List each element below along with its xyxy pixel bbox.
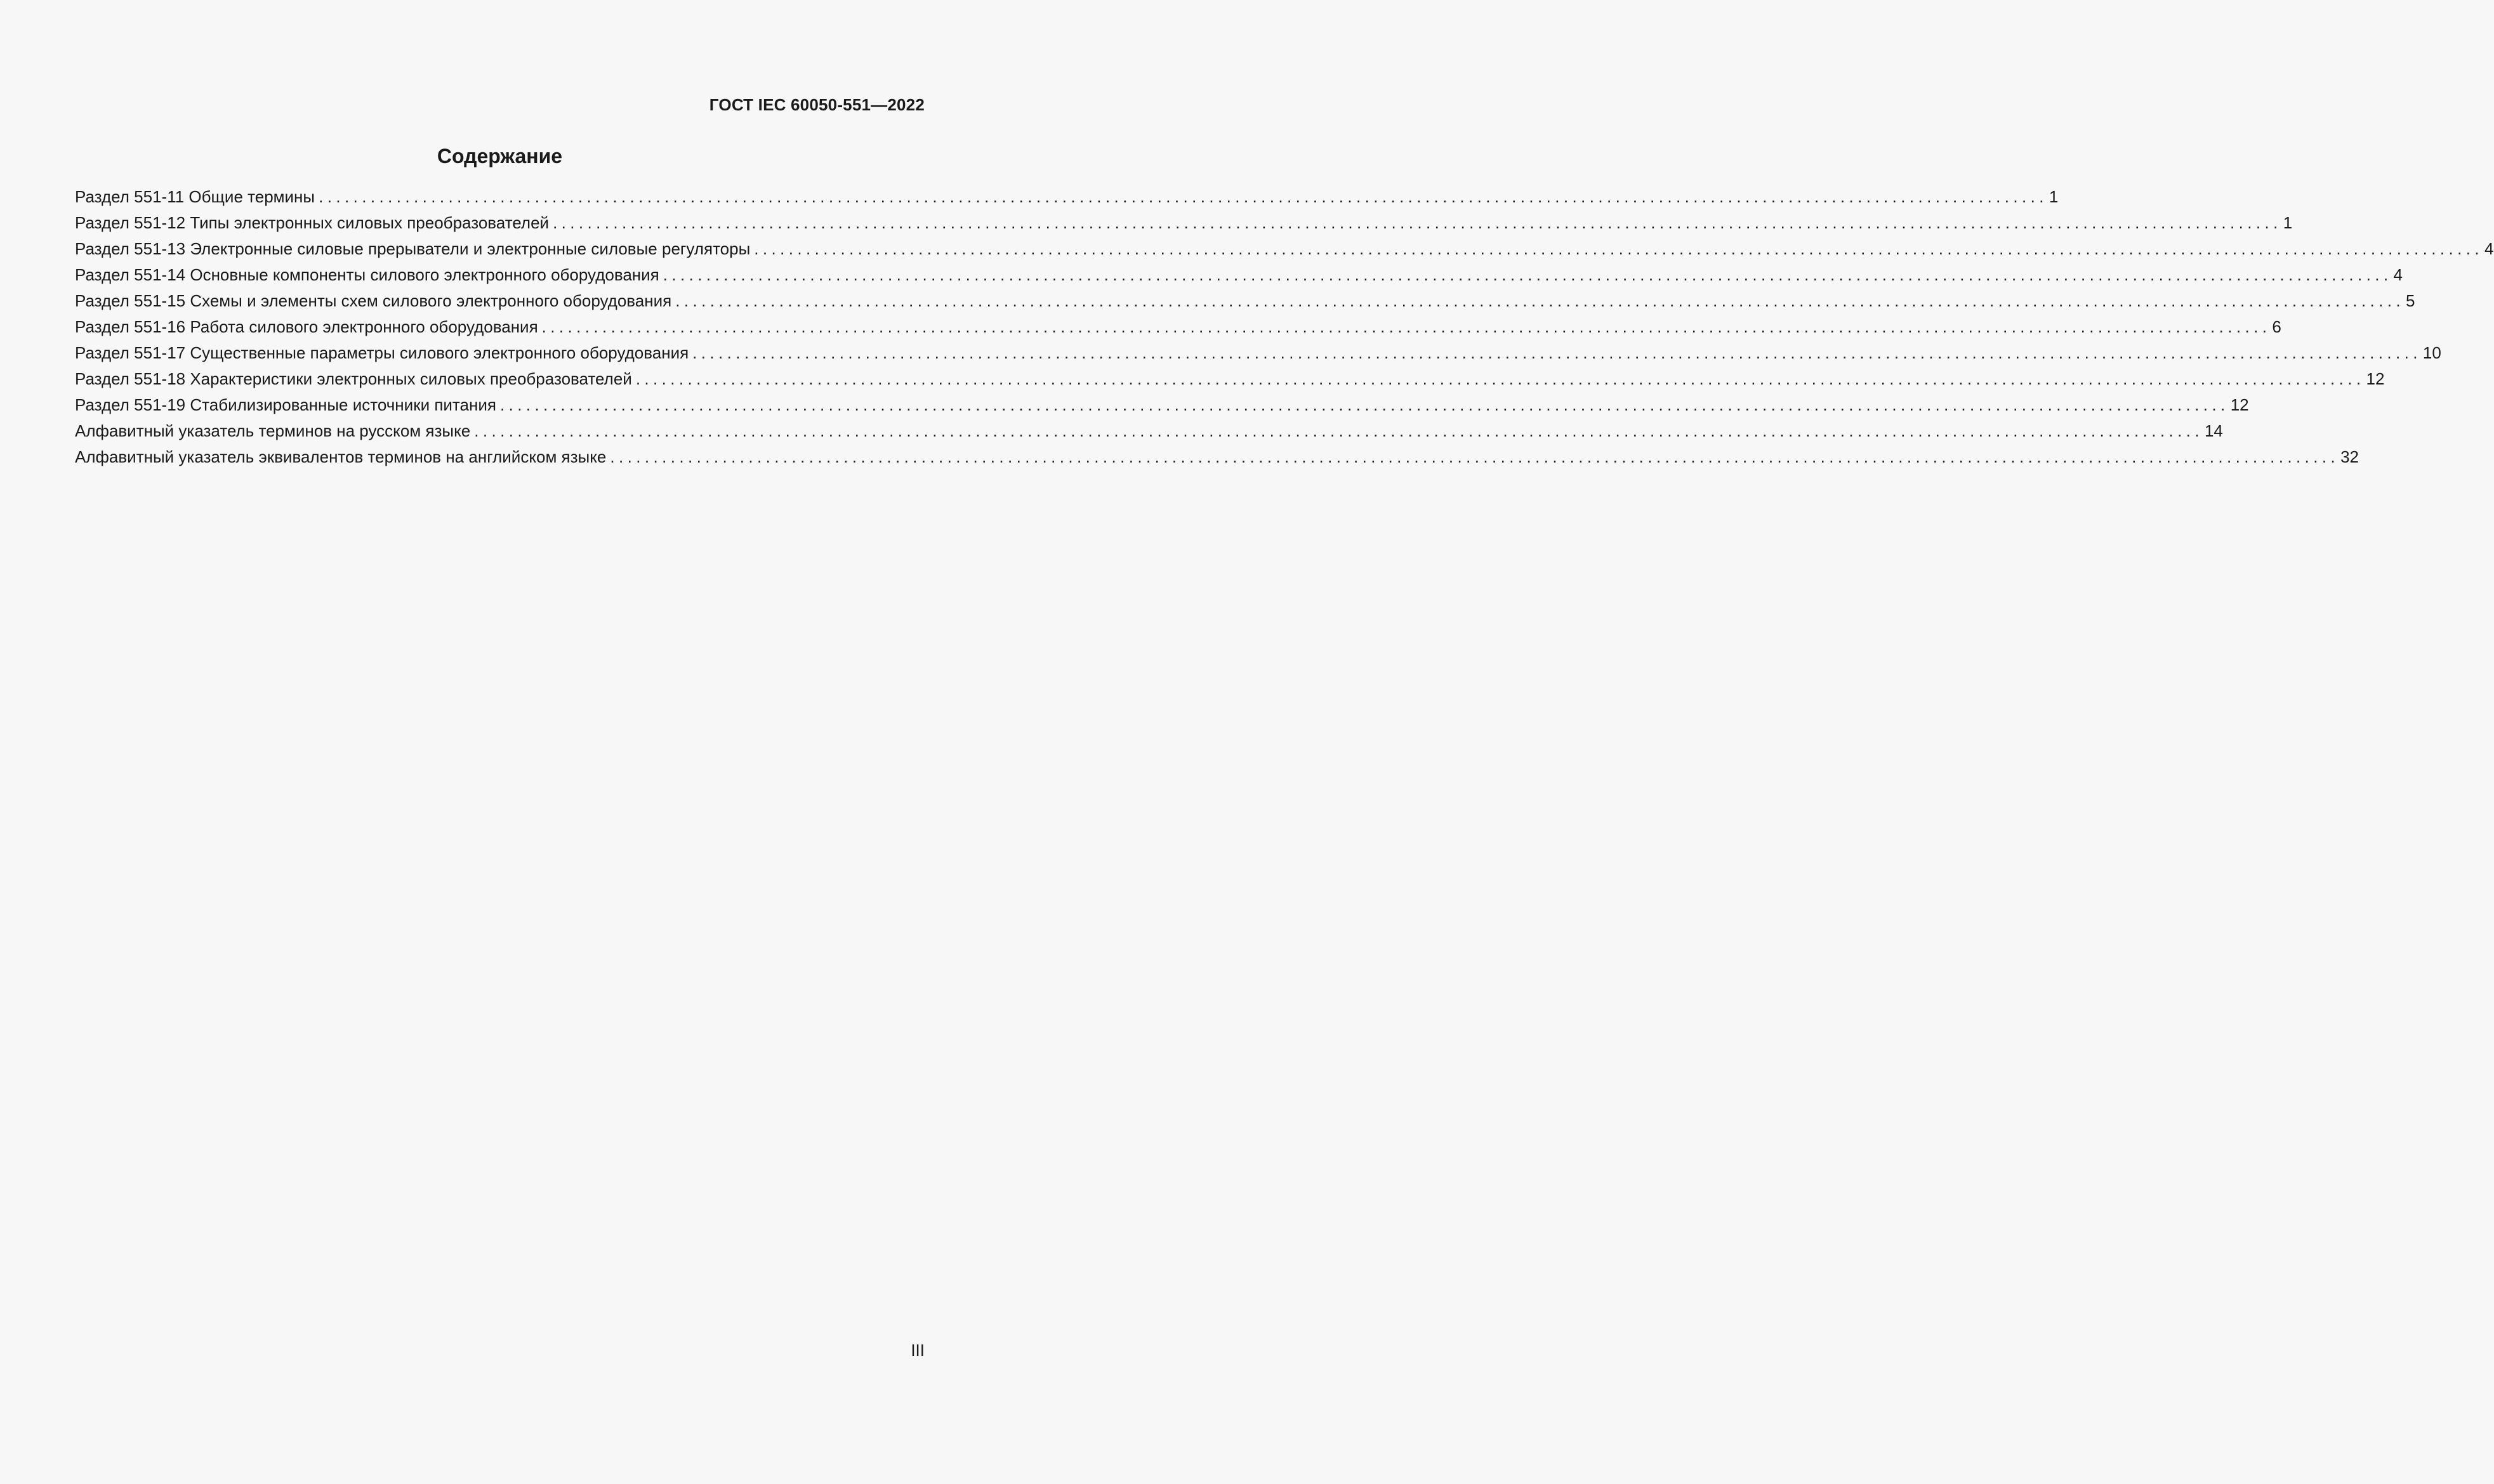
toc-entry[interactable] xyxy=(75,236,2494,262)
dot-leader: ........................................................................................................................................................................................................ xyxy=(319,187,2048,206)
toc-entry[interactable] xyxy=(75,418,2223,444)
toc-entry-label: Раздел 551-16 Работа силового электронного оборудования xyxy=(75,317,538,336)
toc-entry-label: Раздел 551-19 Стабилизированные источники питания xyxy=(75,395,496,414)
toc-entry[interactable] xyxy=(75,340,2441,366)
toc-entry-page: 4 xyxy=(2484,239,2494,258)
toc-entry-page: 6 xyxy=(2272,317,2281,336)
standard-designation: ГОСТ IEC 60050-551—2022 xyxy=(709,95,925,114)
toc-entry-page: 32 xyxy=(2340,447,2359,466)
toc-entry-label: Раздел 551-13 Электронные силовые прерыватели и электронные силовые регуляторы xyxy=(75,239,751,258)
toc-entry[interactable] xyxy=(75,314,2281,340)
dot-leader: ........................................................................................................................................................................................................ xyxy=(754,239,2484,258)
toc-entry[interactable] xyxy=(75,366,2385,392)
dot-leader: ........................................................................................................................................................................................................ xyxy=(474,421,2203,440)
toc-entry-page: 1 xyxy=(2049,187,2059,206)
dot-leader: ........................................................................................................................................................................................................ xyxy=(675,291,2405,310)
page-number: III xyxy=(911,1341,925,1360)
toc-entry-label: Раздел 551-14 Основные компоненты силового электронного оборудования xyxy=(75,265,659,284)
dot-leader: ........................................................................................................................................................................................................ xyxy=(635,369,2365,388)
toc-entry-label: Раздел 551-15 Схемы и элементы схем силового электронного оборудования xyxy=(75,291,672,310)
toc-entry-page: 1 xyxy=(2283,213,2293,232)
toc-entry-label: Алфавитный указатель эквивалентов терминов на английском языке xyxy=(75,447,607,466)
toc-entry-page: 12 xyxy=(2230,395,2249,414)
toc-entry[interactable] xyxy=(75,444,2359,470)
toc-entry-page: 4 xyxy=(2393,265,2403,284)
toc-entry-label: Алфавитный указатель терминов на русском языке xyxy=(75,421,471,440)
toc-entry[interactable] xyxy=(75,184,2059,210)
toc-entry[interactable] xyxy=(75,210,2293,236)
toc-title: Содержание xyxy=(437,145,563,167)
toc-entry-page: 12 xyxy=(2366,369,2385,388)
toc-entry-label: Раздел 551-17 Существенные параметры силового электронного оборудования xyxy=(75,343,689,362)
toc-entry-page: 5 xyxy=(2405,291,2415,310)
toc-entry-label: Раздел 551-18 Характеристики электронных силовых преобразователей xyxy=(75,369,632,388)
dot-leader: ........................................................................................................................................................................................................ xyxy=(553,213,2282,232)
toc-list xyxy=(75,184,2494,470)
toc-entry-page: 10 xyxy=(2422,343,2441,362)
toc-entry[interactable] xyxy=(75,288,2415,314)
toc-entry-label: Раздел 551-12 Типы электронных силовых преобразователей xyxy=(75,213,550,232)
dot-leader: ........................................................................................................................................................................................................ xyxy=(499,395,2229,414)
dot-leader: ........................................................................................................................................................................................................ xyxy=(692,343,2422,362)
toc-entry-page: 14 xyxy=(2204,421,2223,440)
toc-entry-label: Раздел 551-11 Общие термины xyxy=(75,187,315,206)
toc-entry[interactable] xyxy=(75,262,2403,288)
toc-entry[interactable] xyxy=(75,392,2249,418)
dot-leader: ........................................................................................................................................................................................................ xyxy=(663,265,2392,284)
dot-leader: ........................................................................................................................................................................................................ xyxy=(610,447,2340,466)
dot-leader: ........................................................................................................................................................................................................ xyxy=(541,317,2271,336)
